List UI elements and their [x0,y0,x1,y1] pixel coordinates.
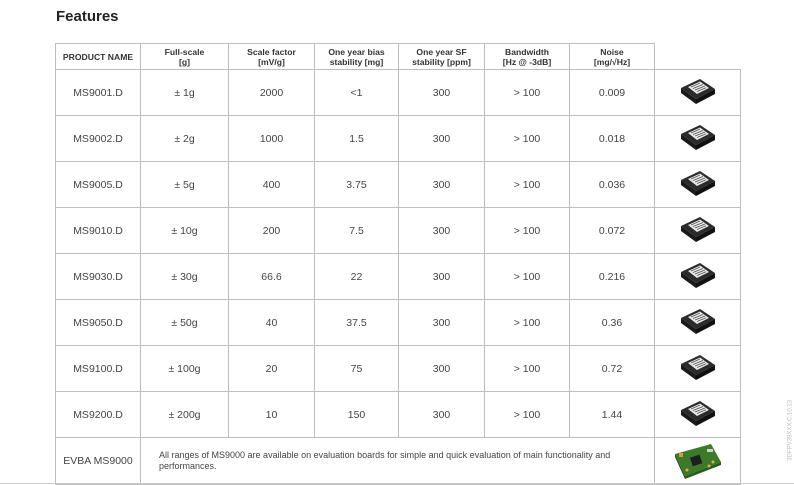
bandwidth-cell: > 100 [485,392,570,438]
noise-cell: 0.018 [570,116,655,162]
noise-cell: 0.72 [570,346,655,392]
product-name-cell: MS9005.D [56,162,141,208]
header-bias-stability: One year bias stability [mg] [315,44,399,70]
bandwidth-cell: > 100 [485,346,570,392]
bias-stability-cell: <1 [315,70,399,116]
evaluation-board-icon [671,440,725,480]
full-scale-cell: ± 30g [141,254,229,300]
sf-stability-cell: 300 [399,116,485,162]
scale-factor-cell: 66.6 [229,254,315,300]
table-row [56,346,741,392]
bandwidth-cell: > 100 [485,300,570,346]
page-title: Features [56,8,119,25]
full-scale-cell: ± 50g [141,300,229,346]
sf-stability-cell: 300 [399,208,485,254]
product-image-cell [655,300,741,346]
header-image [655,44,741,70]
sensor-chip-icon [678,351,718,383]
product-name-cell: MS9002.D [56,116,141,162]
header-full-scale: Full-scale [g] [141,44,229,70]
bias-stability-cell: 150 [315,392,399,438]
product-image-cell [655,162,741,208]
table-row [56,116,741,162]
table-row [56,254,741,300]
sensor-chip-icon [678,75,718,107]
full-scale-cell: ± 5g [141,162,229,208]
table-row-evba [56,438,741,485]
bias-stability-cell: 1.5 [315,116,399,162]
product-image-cell [655,70,741,116]
product-name-cell: MS9200.D [56,392,141,438]
sensor-chip-icon [678,121,718,153]
sensor-chip-icon [678,167,718,199]
full-scale-cell: ± 2g [141,116,229,162]
product-image-cell [655,208,741,254]
product-name-cell: MS9030.D [56,254,141,300]
features-table [55,43,741,485]
noise-cell: 0.36 [570,300,655,346]
scale-factor-cell: 20 [229,346,315,392]
bandwidth-cell: > 100 [485,208,570,254]
sf-stability-cell: 300 [399,300,485,346]
product-name-cell: MS9001.D [56,70,141,116]
full-scale-cell: ± 10g [141,208,229,254]
bias-stability-cell: 3.75 [315,162,399,208]
noise-cell: 0.072 [570,208,655,254]
scale-factor-cell: 40 [229,300,315,346]
header-scale-factor: Scale factor [mV/g] [229,44,315,70]
full-scale-cell: ± 100g [141,346,229,392]
table-row [56,162,741,208]
sensor-chip-icon [678,305,718,337]
bias-stability-cell: 37.5 [315,300,399,346]
bandwidth-cell: > 100 [485,254,570,300]
sf-stability-cell: 300 [399,392,485,438]
scale-factor-cell: 10 [229,392,315,438]
table-row [56,70,741,116]
scale-factor-cell: 200 [229,208,315,254]
table-row [56,300,741,346]
table-row [56,208,741,254]
sf-stability-cell: 300 [399,254,485,300]
evba-description: All ranges of MS9000 are available on evaluation boards for simple and quick evaluation of main functionality and performances. [141,438,655,485]
product-name-cell: MS9050.D [56,300,141,346]
bias-stability-cell: 22 [315,254,399,300]
bandwidth-cell: > 100 [485,162,570,208]
sensor-chip-icon [678,213,718,245]
noise-cell: 1.44 [570,392,655,438]
product-name-cell: MS9010.D [56,208,141,254]
bandwidth-cell: > 100 [485,116,570,162]
bandwidth-cell: > 100 [485,70,570,116]
full-scale-cell: ± 200g [141,392,229,438]
noise-cell: 0.036 [570,162,655,208]
bias-stability-cell: 7.5 [315,208,399,254]
sf-stability-cell: 300 [399,162,485,208]
product-image-cell [655,346,741,392]
table-header-row [56,44,741,70]
table-row [56,392,741,438]
bias-stability-cell: 75 [315,346,399,392]
header-bandwidth: Bandwidth [Hz @ -3dB] [485,44,570,70]
scale-factor-cell: 2000 [229,70,315,116]
product-image-cell [655,254,741,300]
document-code: 3DFPV39XXX.C.10.13 [788,400,794,461]
sf-stability-cell: 300 [399,70,485,116]
scale-factor-cell: 1000 [229,116,315,162]
product-name-cell: MS9100.D [56,346,141,392]
full-scale-cell: ± 1g [141,70,229,116]
header-noise: Noise [mg/√Hz] [570,44,655,70]
bottom-divider [0,483,794,484]
product-image-cell [655,438,741,485]
noise-cell: 0.009 [570,70,655,116]
header-product-name: PRODUCT NAME [56,44,141,70]
header-sf-stability: One year SF stability [ppm] [399,44,485,70]
product-name-cell: EVBA MS9000 [56,438,141,485]
product-image-cell [655,116,741,162]
scale-factor-cell: 400 [229,162,315,208]
sf-stability-cell: 300 [399,346,485,392]
sensor-chip-icon [678,259,718,291]
sensor-chip-icon [678,397,718,429]
noise-cell: 0.216 [570,254,655,300]
product-image-cell [655,392,741,438]
